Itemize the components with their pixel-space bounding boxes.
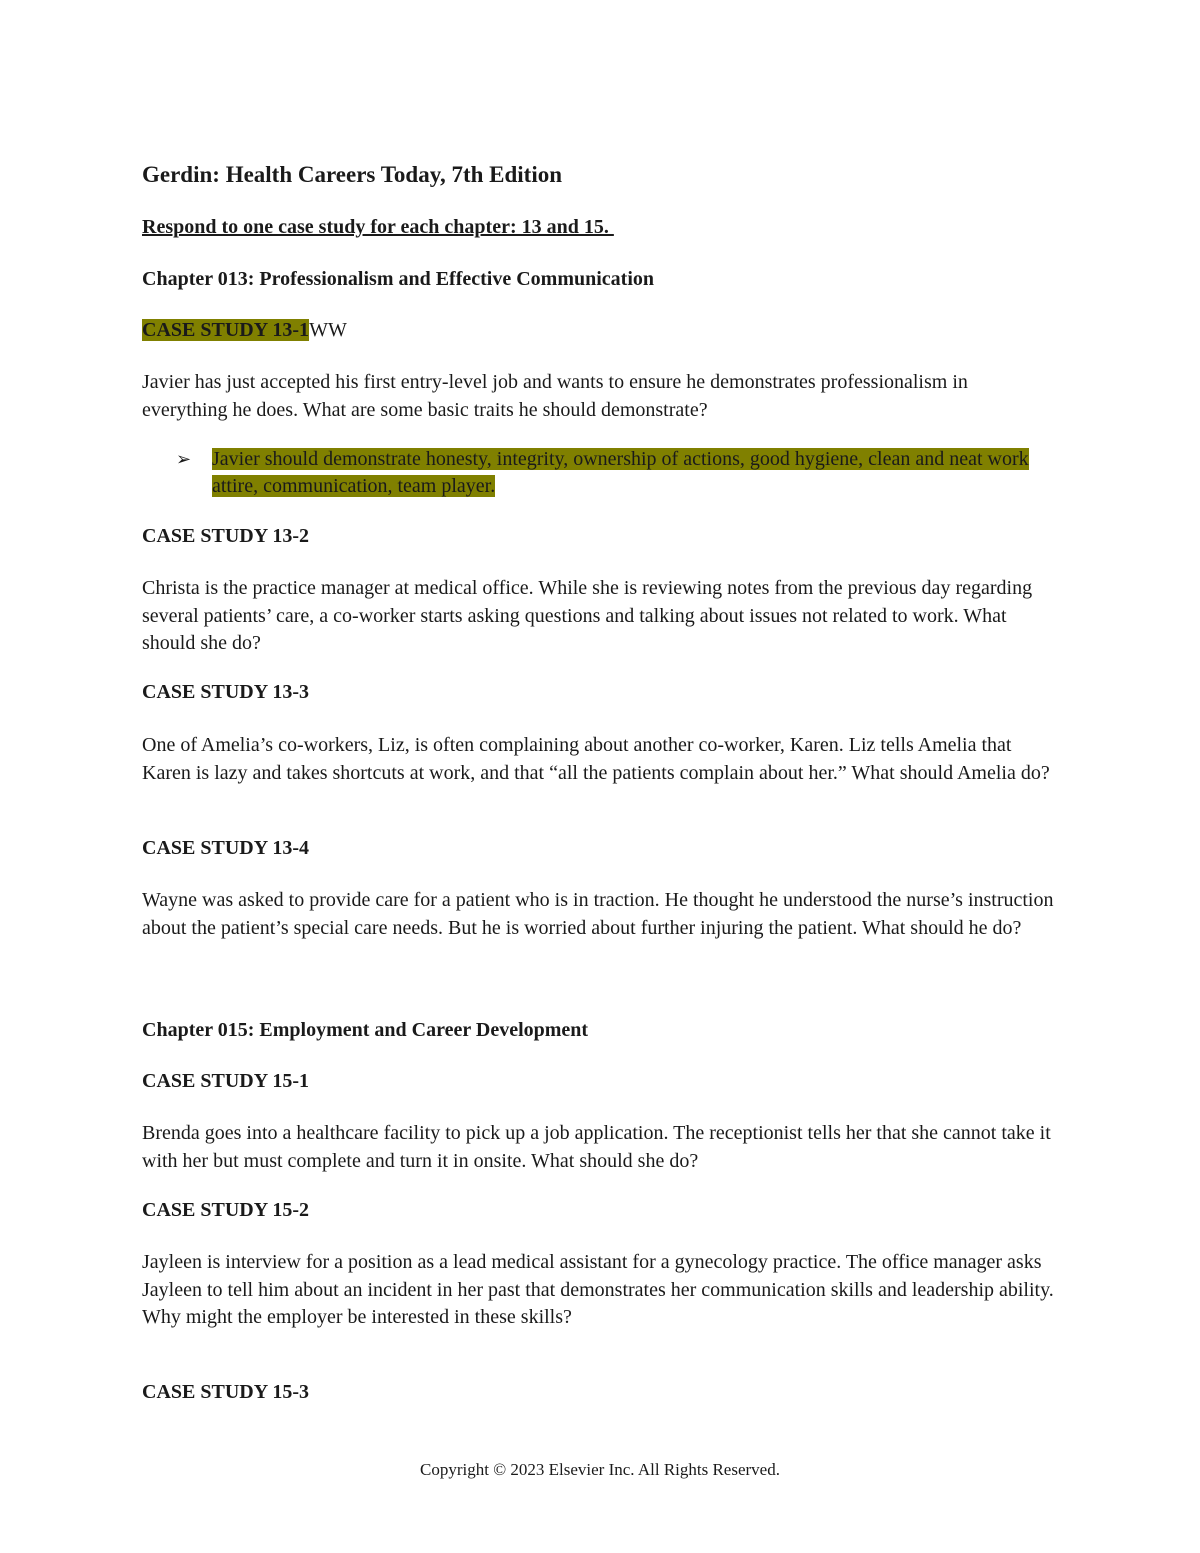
copyright-footer: Copyright © 2023 Elsevier Inc. All Rights Reserved.	[420, 1460, 780, 1479]
case-study-13-1-heading	[142, 319, 347, 342]
case-study-13-1-text: Javier has just accepted his first entry-level job and wants to ensure he demonstrates professionalism in everything he does. What are some basic traits he should demonstrate?	[142, 371, 968, 421]
case-study-15-2-text: Jayleen is interview for a position as a lead medical assistant for a gynecology practice. The office manager asks Jayleen to tell him about an incident in her past that demonstrates her communication skills and leadership ability. Why might the employer be interested in these skills?	[142, 1251, 1054, 1328]
case-study-13-3-heading: CASE STUDY 13-3	[142, 681, 310, 703]
case-label-suffix: WW	[309, 319, 347, 341]
case-study-13-3-text: One of Amelia’s co-workers, Liz, is often complaining about another co-worker, Karen. Liz tells Amelia that Karen is lazy and takes shortcuts at work, and that “all the patients complain about her.” What should Amelia do?	[142, 734, 1050, 784]
case-study-13-4-heading: CASE STUDY 13-4	[142, 837, 310, 859]
chapter-15-heading: Chapter 015: Employment and Career Development	[142, 1019, 589, 1041]
case-study-15-1-text: Brenda goes into a healthcare facility to pick up a job application. The receptionist tells her that she cannot take it with her but must complete and turn it in onsite. What should she do?	[142, 1122, 1051, 1172]
case-study-13-2-heading: CASE STUDY 13-2	[142, 525, 310, 547]
document-title: Gerdin: Health Careers Today, 7th Edition	[142, 162, 563, 187]
case-study-15-3-heading: CASE STUDY 15-3	[142, 1381, 310, 1403]
case-study-13-1-answer	[176, 446, 1048, 500]
case-study-13-4-text: Wayne was asked to provide care for a patient who is in traction. He thought he understood the nurse’s instruction about the patient’s special care needs. But he is worried about further injuring the patient. What should he do?	[142, 889, 1054, 939]
case-study-13-2-text: Christa is the practice manager at medical office. While she is reviewing notes from the previous day regarding several patients’ care, a co-worker starts asking questions and talking about issues not related to work. What should she do?	[142, 577, 1033, 654]
arrow-bullet-icon: ➢	[176, 449, 192, 470]
case-study-15-2-heading: CASE STUDY 15-2	[142, 1199, 310, 1221]
assignment-instructions: Respond to one case study for each chapter: 13 and 15.	[142, 216, 614, 238]
highlighted-case-label: CASE STUDY 13-1	[142, 319, 310, 341]
case-study-15-1-heading: CASE STUDY 15-1	[142, 1070, 310, 1092]
chapter-13-heading: Chapter 013: Professionalism and Effective Communication	[142, 268, 655, 290]
highlighted-answer-text: Javier should demonstrate honesty, integrity, ownership of actions, good hygiene, clean and neat work attire, communication, team player.	[212, 448, 1029, 497]
